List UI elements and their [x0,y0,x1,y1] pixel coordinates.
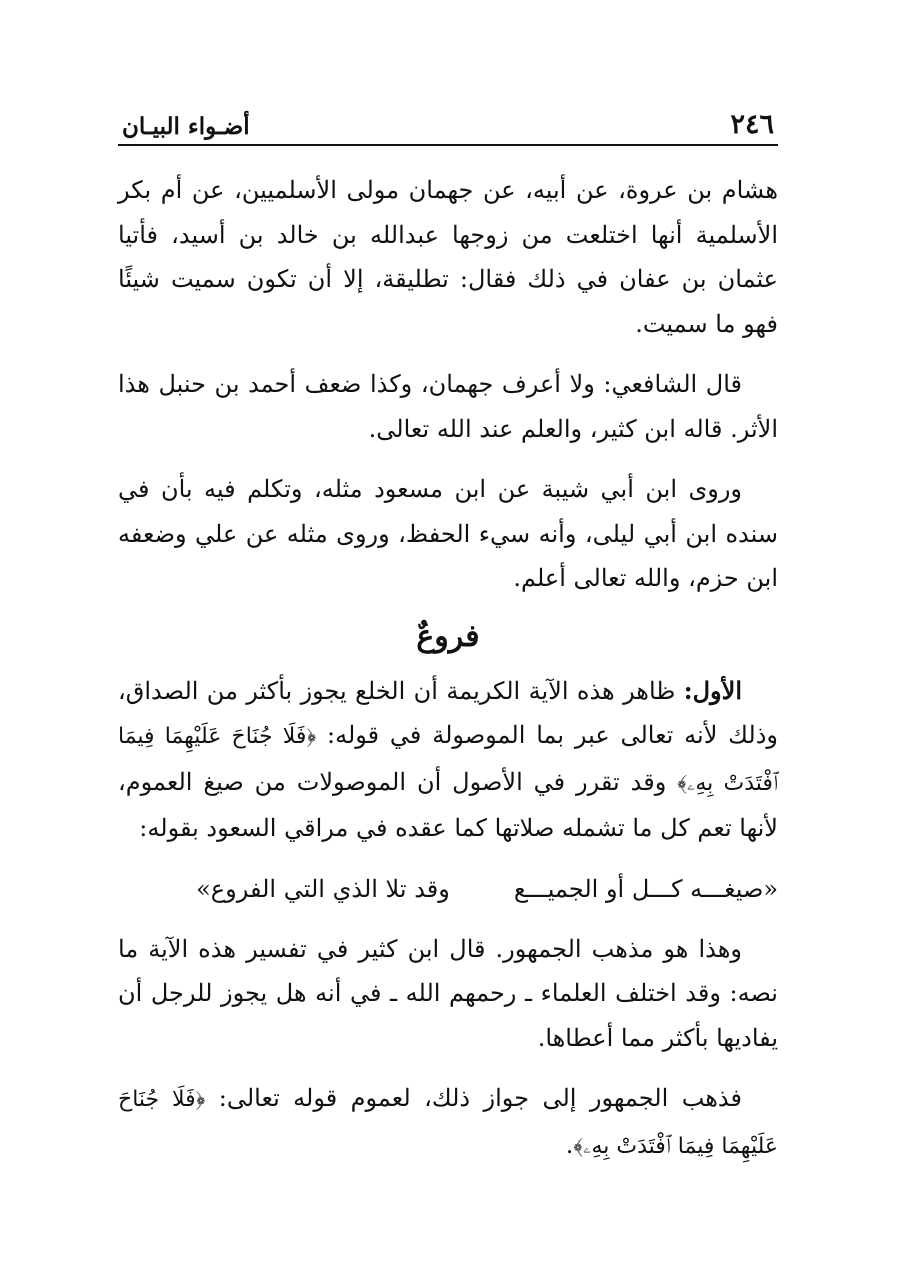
quran-verse-1: ﴿فَلَا جُنَاحَ عَلَيْهِمَا فِيمَا ٱفْتَدَتْ بِهِۦ﴾ [118,724,778,796]
paragraph-4 [118,669,778,851]
poem-line [118,867,778,911]
paragraph-2: قال الشافعي: ولا أعرف جهمان، وكذا ضعف أحمد بن حنبل هذا الأثر. قاله ابن كثير، والعلم عند الله تعالى. [118,370,778,443]
poem-second-hemistich: وقد تلا الذي التي الفروع» [196,874,450,903]
paragraph-4-text-b: وقد تقرر في الأصول أن الموصولات من صيغ العموم، لأنها تعم كل ما تشمله صلاتها كما عقده في مراقي السعود بقوله: [118,767,778,842]
running-title: أضـواء البيـان [122,113,250,140]
paragraph-4-lead: الأول: [683,675,742,705]
quran-verse-2: ﴿فَلَا جُنَاحَ عَلَيْهِمَا فِيمَا ٱفْتَدَتْ بِهِۦ﴾ [118,1087,778,1159]
paragraph-6-text-a: فذهب الجمهور إلى جواز ذلك، لعموم قوله تعالى: [205,1084,743,1112]
page-number: ٢٤٦ [730,109,774,140]
paragraph-3: وروى ابن أبي شيبة عن ابن مسعود مثله، وتكلم فيه بأن في سنده ابن أبي ليلى، وأنه سيء الحفظ، وروى مثله عن علي وضعفه ابن حزم، والله تعالى أعلم. [118,475,778,592]
page-body [118,168,778,1169]
book-page [118,96,778,1185]
section-heading: فروعٌ [416,618,480,654]
paragraph-6 [118,1076,778,1169]
paragraph-6-text-b: . [565,1130,574,1159]
page-header [118,96,778,146]
paragraph-4-text-a: ظاهر هذه الآية الكريمة أن الخلع يجوز بأكثر من الصداق، وذلك لأنه تعالى عبر بما الموصولة في قوله: [118,676,778,749]
paragraph-1: هشام بن عروة، عن أبيه، عن جهمان مولى الأسلميين، عن أم بكر الأسلمية أنها اختلعت من زوجها عبدالله بن خالد بن أسيد، فأتيا عثمان بن عفان في ذلك فقال: تطليقة، إلا أن تكون سميت شيئًا فهو ما سميت. [118,176,778,338]
paragraph-5: وهذا هو مذهب الجمهور. قال ابن كثير في تفسير هذه الآية ما نصه: وقد اختلف العلماء ـ رحمهم الله ـ في أنه هل يجوز للرجل أن يفاديها بأكثر مما أعطاها. [118,934,778,1052]
poem-first-hemistich: «صيغـــه كـــل أو الجميـــع [513,874,778,903]
